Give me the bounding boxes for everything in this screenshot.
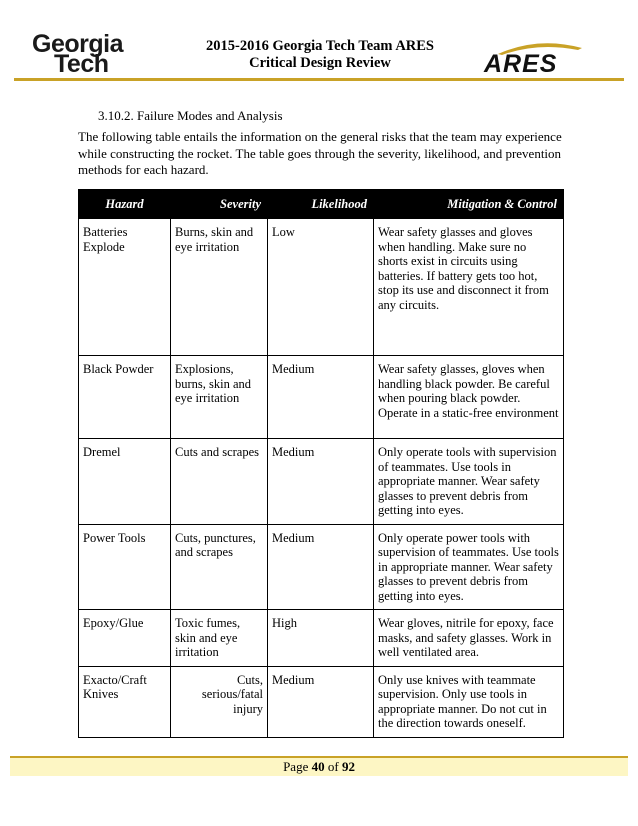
cell-severity: Explosions, burns, skin and eye irritation — [171, 356, 268, 439]
table-row — [79, 219, 564, 356]
cell-mitigation: Wear safety glasses and gloves when handling. Make sure no shorts exist in circuits using batteries. If battery gets too hot, stop its use and disconnect it from any circuits. — [374, 219, 564, 356]
georgia-tech-logo — [32, 30, 128, 78]
header-title-line2: Critical Design Review — [249, 55, 391, 71]
cell-hazard: Exacto/Craft Knives — [79, 666, 171, 737]
cell-likelihood: Medium — [268, 439, 374, 525]
page-total: 92 — [341, 759, 355, 774]
section-intro-paragraph: The following table entails the information on the general risks that the team may experience while constructing the rocket. The table goes through the severity, likelihood, and prevention methods for each hazard. — [78, 129, 562, 177]
page-number: 40 — [311, 759, 325, 774]
table-row — [79, 610, 564, 667]
document-header-title — [170, 38, 470, 72]
cell-mitigation: Only use knives with teammate supervision. Only use tools in appropriate manner. Do not cut in the direction towards oneself. — [374, 666, 564, 737]
ares-logo-text: ARES — [484, 50, 558, 74]
section-heading: 3.10.2. Failure Modes and Analysis — [98, 108, 283, 123]
cell-hazard: Epoxy/Glue — [79, 610, 171, 667]
cell-severity: Cuts, punctures, and scrapes — [171, 524, 268, 610]
cell-mitigation: Only operate tools with supervision of teammates. Use tools in appropriate manner. Wear safety glasses to prevent debris from getting into eyes. — [374, 439, 564, 525]
cell-severity: Toxic fumes, skin and eye irritation — [171, 610, 268, 667]
logo-text-georgia: Georgia — [32, 30, 123, 58]
table-row — [79, 439, 564, 525]
page-label: Page — [283, 759, 312, 774]
cell-likelihood: Medium — [268, 356, 374, 439]
column-header-mitigation: Mitigation & Control — [374, 190, 564, 219]
table-row — [79, 524, 564, 610]
cell-hazard: Dremel — [79, 439, 171, 525]
cell-severity: Cuts, serious/fatal injury — [171, 666, 268, 737]
table-row — [79, 356, 564, 439]
table-row — [79, 666, 564, 737]
page-of-label: of — [324, 759, 342, 774]
cell-hazard: Power Tools — [79, 524, 171, 610]
cell-mitigation: Only operate power tools with supervision of teammates. Use tools in appropriate manner. Wear safety glasses to prevent debris from getting into eyes. — [374, 524, 564, 610]
cell-likelihood: Medium — [268, 666, 374, 737]
column-header-likelihood: Likelihood — [268, 190, 374, 219]
ares-logo — [478, 40, 598, 74]
cell-mitigation: Wear gloves, nitrile for epoxy, face masks, and safety glasses. Work in well ventilated area. — [374, 610, 564, 667]
header-title-line1: 2015-2016 Georgia Tech Team ARES — [206, 38, 434, 54]
cell-likelihood: High — [268, 610, 374, 667]
cell-hazard: Batteries Explode — [79, 219, 171, 356]
header-divider — [14, 78, 624, 81]
cell-mitigation: Wear safety glasses, gloves when handling black powder. Be careful when pouring black powder. Operate in a static-free environment — [374, 356, 564, 439]
cell-likelihood: Low — [268, 219, 374, 356]
cell-likelihood: Medium — [268, 524, 374, 610]
logo-text-tech: Tech — [54, 50, 109, 78]
page-footer — [10, 756, 628, 776]
column-header-hazard: Hazard — [79, 190, 171, 219]
hazard-table-header-row — [79, 190, 564, 219]
hazard-table — [78, 189, 564, 738]
cell-severity: Cuts and scrapes — [171, 439, 268, 525]
cell-severity: Burns, skin and eye irritation — [171, 219, 268, 356]
column-header-severity: Severity — [171, 190, 268, 219]
cell-hazard: Black Powder — [79, 356, 171, 439]
